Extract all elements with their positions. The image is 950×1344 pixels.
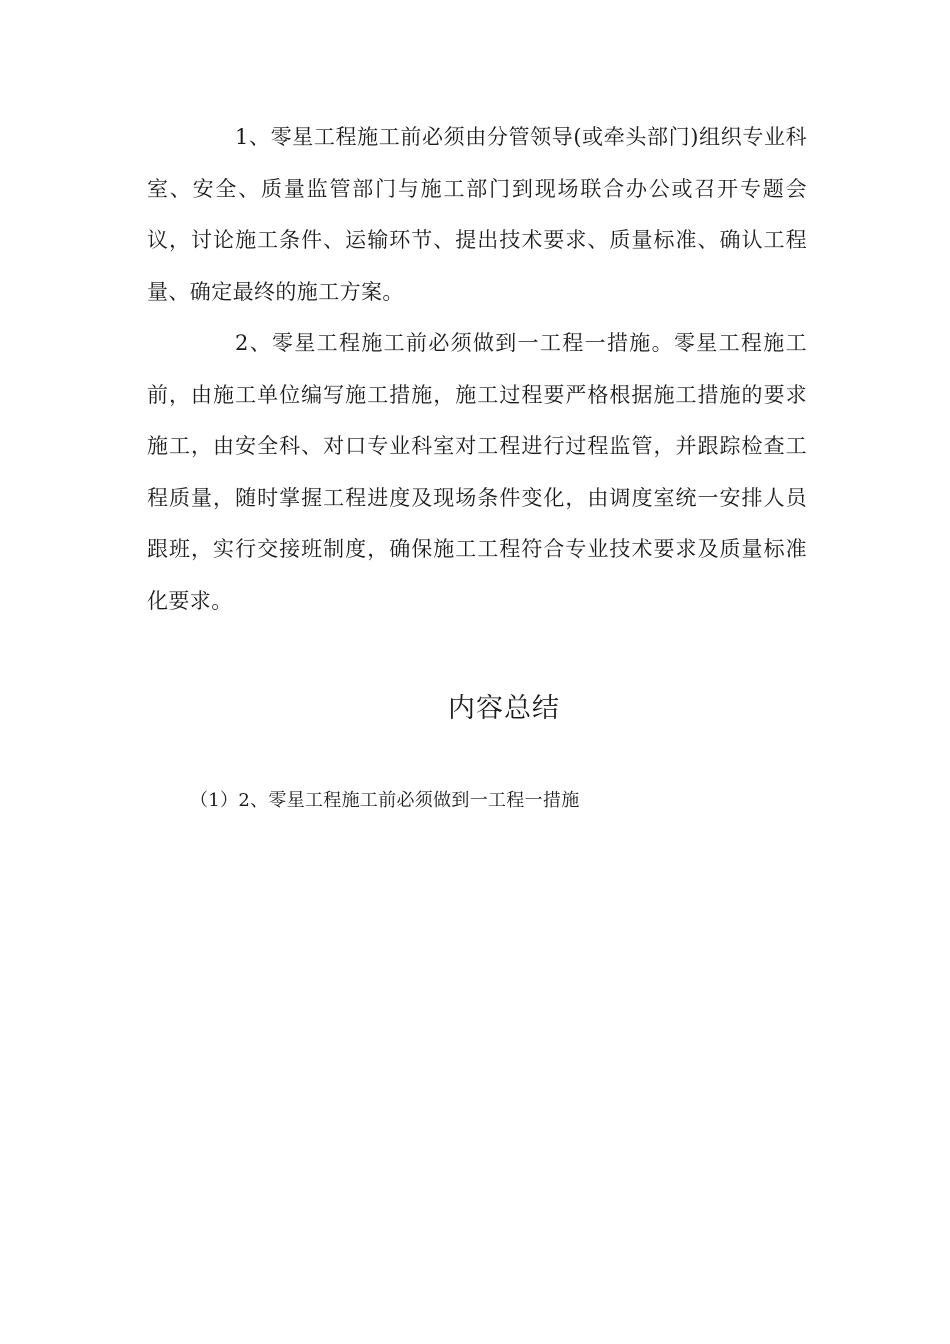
summary-item-1: （1）2、零星工程施工前必须做到一工程一措施 — [190, 790, 580, 811]
paragraph-1: 1、零星工程施工前必须由分管领导(或牵头部门)组织专业科室、安全、质量监管部门与施工部门到现场联合办公或召开专题会议，讨论施工条件、运输环节、提出技术要求、质量标准、确认工程量、确定最终的施工方案。 — [147, 125, 807, 304]
summary-heading: 内容总结 — [448, 693, 560, 724]
paragraph-2: 2、零星工程施工前必须做到一工程一措施。零星工程施工前，由施工单位编写施工措施，施工过程要严格根据施工措施的要求施工，由安全科、对口专业科室对工程进行过程监管，并跟踪检查工程质量，随时掌握工程进度及现场条件变化，由调度室统一安排人员跟班，实行交接班制度，确保施工工程符合专业技术要求及质量标准化要求。 — [147, 331, 807, 613]
